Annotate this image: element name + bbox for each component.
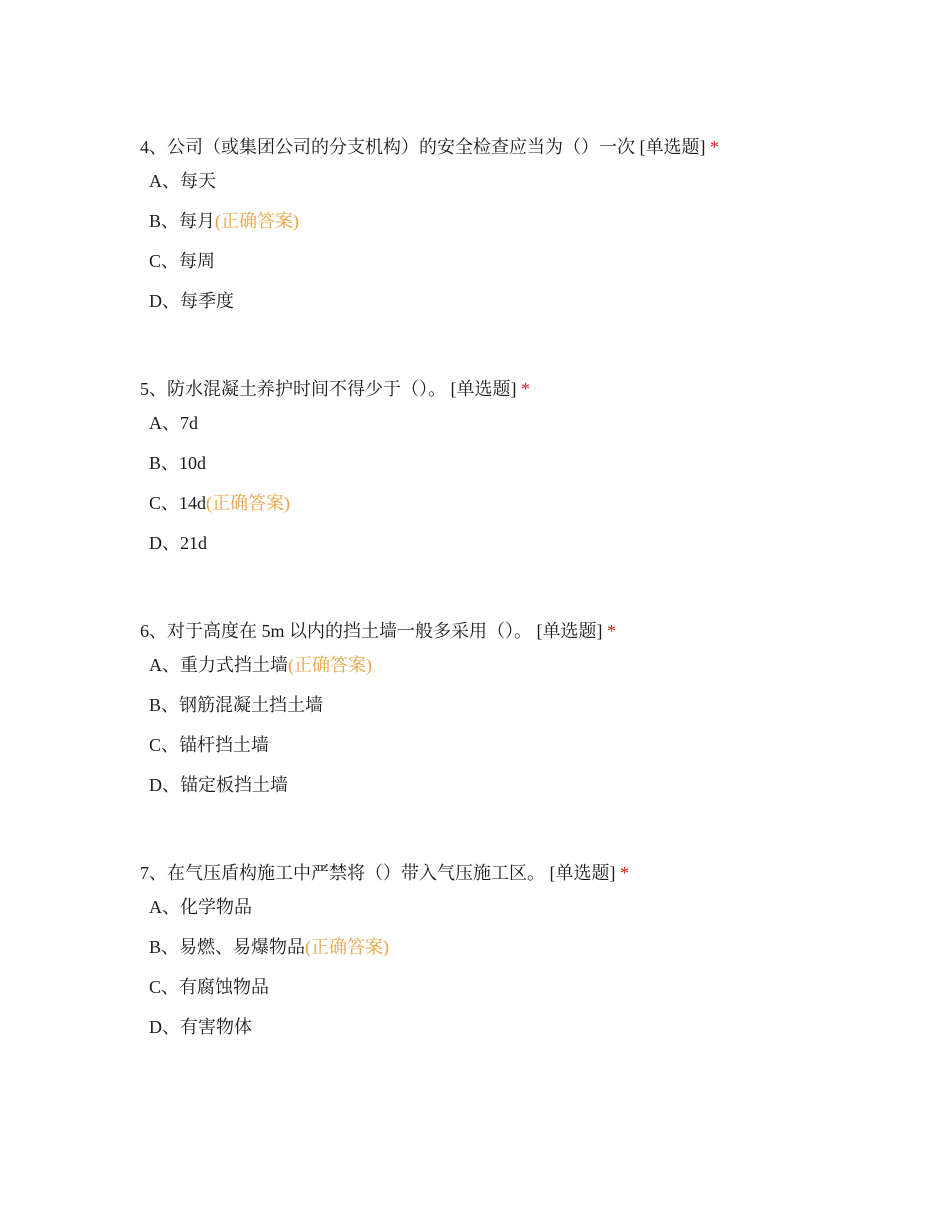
option-b (149, 209, 299, 249)
option-b (149, 935, 389, 975)
option-list (149, 653, 372, 813)
correct-answer-mark: (正确答案) (305, 937, 390, 957)
option-b (149, 693, 372, 733)
question-text: 6、对于高度在 5m 以内的挡土墙一般多采用（）。 [单选题] (140, 621, 603, 641)
option-c (149, 491, 290, 531)
option-text: A、7d (149, 413, 198, 433)
question-6 (140, 619, 900, 795)
question-title (140, 377, 900, 401)
option-c (149, 733, 372, 773)
correct-answer-mark: (正确答案) (288, 655, 372, 675)
question-title (140, 619, 900, 643)
option-text: D、每季度 (149, 291, 234, 311)
question-text: 5、防水混凝土养护时间不得少于（）。 [单选题] (140, 379, 517, 399)
option-c (149, 249, 299, 289)
option-text: D、锚定板挡土墙 (149, 775, 288, 795)
required-star: * (710, 137, 719, 157)
option-a (149, 895, 389, 935)
question-title (140, 861, 900, 885)
option-d (149, 289, 299, 329)
option-c (149, 975, 389, 1015)
option-text: C、每周 (149, 251, 216, 271)
correct-answer-mark: (正确答案) (215, 211, 300, 231)
option-text: C、有腐蚀物品 (149, 977, 270, 997)
correct-answer-mark: (正确答案) (206, 493, 291, 513)
question-5 (140, 377, 900, 553)
option-text: B、10d (149, 453, 207, 473)
option-d (149, 1015, 389, 1055)
option-text: D、21d (149, 533, 207, 553)
option-a (149, 169, 299, 209)
question-text: 7、在气压盾构施工中严禁将（）带入气压施工区。 [单选题] (140, 863, 616, 883)
option-text: B、每月 (149, 211, 216, 231)
question-7 (140, 861, 900, 1037)
option-list (149, 895, 389, 1055)
option-list (149, 169, 299, 329)
option-text: A、化学物品 (149, 897, 252, 917)
required-star: * (620, 863, 629, 883)
option-text: C、锚杆挡土墙 (149, 735, 270, 755)
option-a (149, 411, 290, 451)
question-4 (140, 135, 900, 311)
option-d (149, 531, 290, 571)
required-star: * (521, 379, 530, 399)
option-text: A、重力式挡土墙 (149, 655, 288, 675)
option-list (149, 411, 290, 571)
required-star: * (607, 621, 616, 641)
option-text: C、14d (149, 493, 207, 513)
option-a (149, 653, 372, 693)
question-text: 4、公司（或集团公司的分支机构）的安全检查应当为（）一次 [单选题] (140, 137, 706, 157)
option-text: D、有害物体 (149, 1017, 252, 1037)
option-text: B、钢筋混凝土挡土墙 (149, 695, 324, 715)
option-b (149, 451, 290, 491)
option-text: A、每天 (149, 171, 216, 191)
option-text: B、易燃、易爆物品 (149, 937, 306, 957)
option-d (149, 773, 372, 813)
question-title (140, 135, 900, 159)
